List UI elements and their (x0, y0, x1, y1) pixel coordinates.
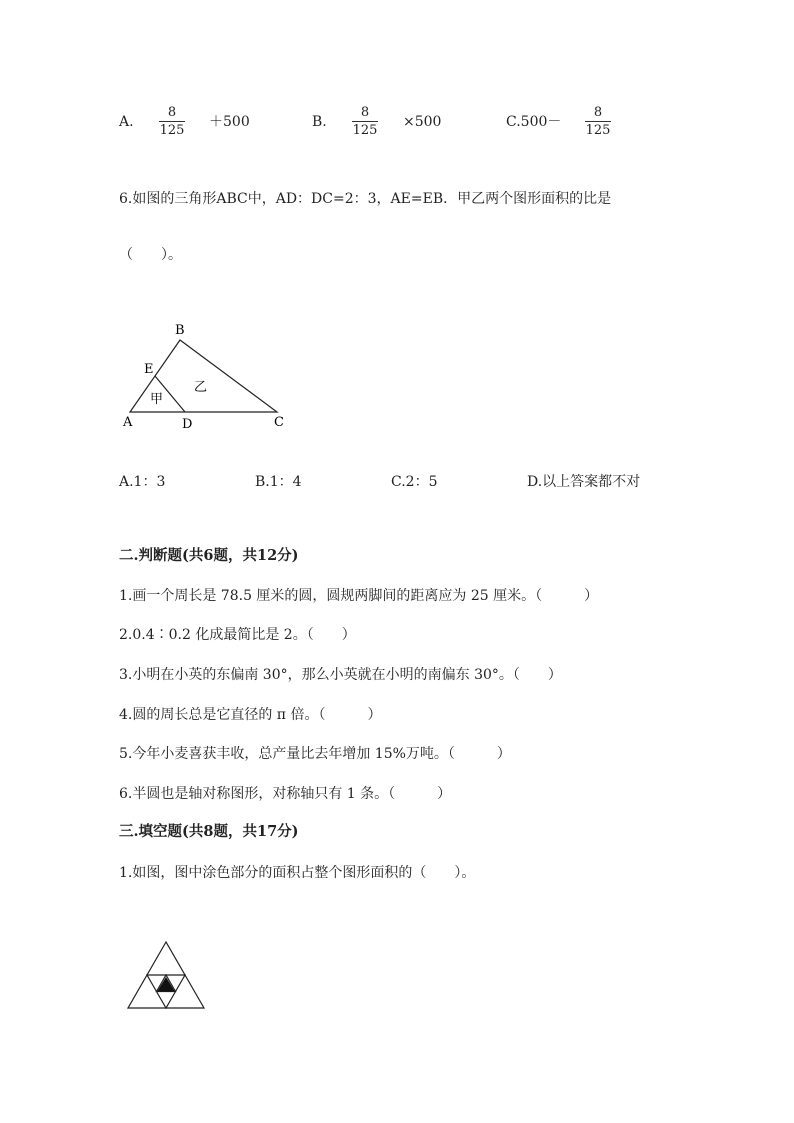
option-c-prefix: C.500－ (506, 114, 562, 130)
judge-item-2: 2.0.4∶0.2 化成最简比是 2。（ ） (119, 627, 356, 643)
judge-item-1: 1.画一个周长是 78.5 厘米的圆，圆规两脚间的距离应为 25 厘米。（ ） (119, 588, 599, 604)
option-a-label: A. (119, 114, 134, 130)
q6-answer-blank: （ ）。 (119, 247, 182, 263)
q6-option-d: D.以上答案都不对 (527, 474, 641, 490)
fraction-denominator: 125 (352, 123, 378, 138)
label-d: D (182, 417, 193, 432)
judge-item-6: 6.半圆也是轴对称图形，对称轴只有 1 条。（ ） (119, 786, 452, 802)
option-c-fraction (583, 105, 613, 138)
q6-text: 6.如图的三角形ABC中，AD：DC=2：3，AE=EB．甲乙两个图形面积的比是 (119, 191, 612, 207)
fraction-denominator: 125 (585, 123, 611, 138)
q6-option-a: A.1：3 (119, 474, 166, 490)
q6-option-c: C.2：5 (391, 474, 438, 490)
nested-triangle-figure (124, 936, 210, 1012)
option-b-suffix: ×500 (403, 114, 442, 130)
label-a: A (123, 415, 133, 430)
option-a-suffix: ＋500 (209, 114, 250, 130)
option-b-label: B. (312, 114, 327, 130)
fraction-bar (585, 121, 611, 122)
q6-option-b: B.1：4 (255, 474, 302, 490)
label-b: B (175, 323, 185, 338)
label-c: C (274, 415, 284, 430)
section3-heading: 三.填空题(共8题，共17分) (119, 823, 299, 840)
fraction-denominator: 125 (159, 123, 185, 138)
fill-item-1: 1.如图，图中涂色部分的面积占整个图形面积的（ ）。 (119, 865, 476, 881)
judge-item-5: 5.今年小麦喜获丰收，总产量比去年增加 15%万吨。（ ） (119, 746, 511, 762)
judge-item-3: 3.小明在小英的东偏南 30°，那么小英就在小明的南偏东 30°。（ ） (119, 667, 562, 683)
label-jia: 甲 (150, 392, 164, 407)
option-a-fraction (157, 105, 187, 138)
fraction-numerator: 8 (167, 105, 177, 120)
fraction-bar (159, 121, 185, 122)
fraction-bar (352, 121, 378, 122)
label-yi: 乙 (194, 380, 208, 395)
judge-item-4: 4.圆的周长总是它直径的 π 倍。（ ） (119, 707, 382, 723)
fraction-numerator: 8 (593, 105, 603, 120)
section2-heading: 二.判断题(共6题，共12分) (119, 547, 299, 564)
fraction-numerator: 8 (360, 105, 370, 120)
option-b-fraction (350, 105, 380, 138)
label-e: E (144, 362, 154, 377)
triangle-abc-figure (110, 318, 310, 434)
